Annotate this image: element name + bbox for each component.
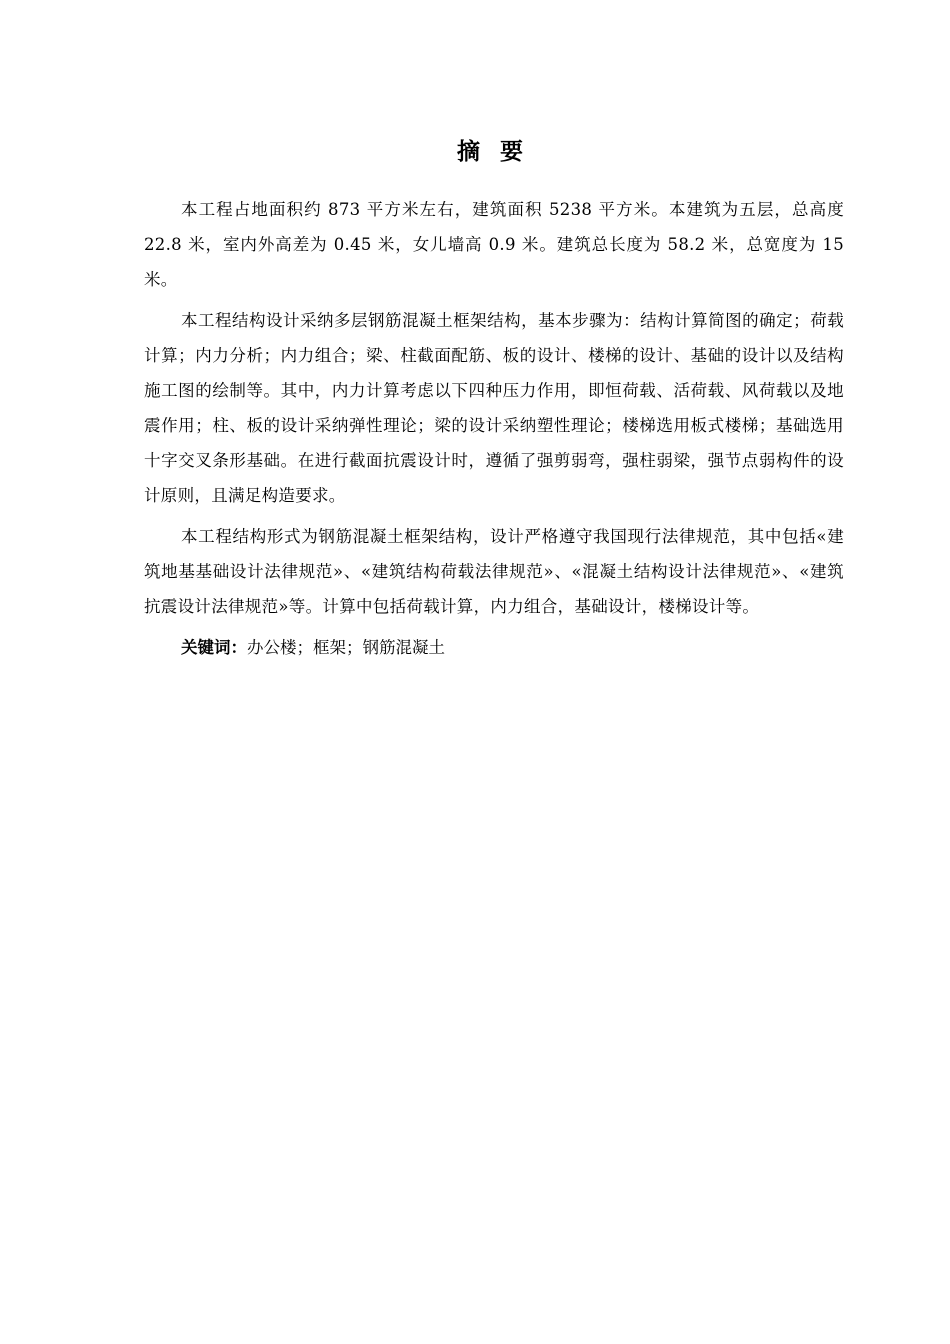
abstract-title: 摘 要 (456, 138, 529, 165)
abstract-paragraph-1: 本工程占地面积约 873 平方米左右，建筑面积 5238 平方米。本建筑为五层，总高度 22.8 米，室内外高差为 0.45 米，女儿墙高 0.9 米。建筑总长度为 58.2 米，总宽度为 15 米。 (144, 200, 844, 289)
keywords-value: 办公楼；框架；钢筋混凝土 (247, 638, 445, 657)
abstract-paragraph-2: 本工程结构设计采纳多层钢筋混凝土框架结构，基本步骤为：结构计算简图的确定；荷载计算；内力分析；内力组合；梁、柱截面配筋、板的设计、楼梯的设计、基础的设计以及结构施工图的绘制等。其中，内力计算考虑以下四种压力作用，即恒荷载、活荷载、风荷载以及地震作用；柱、板的设计采纳弹性理论；梁的设计采纳塑性理论；楼梯选用板式楼梯；基础选用十字交叉条形基础。在进行截面抗震设计时，遵循了强剪弱弯，强柱弱梁，强节点弱构件的设计原则，且满足构造要求。 (144, 311, 844, 505)
abstract-body (144, 192, 844, 665)
keywords-line (144, 630, 844, 665)
abstract-paragraph-3: 本工程结构形式为钢筋混凝土框架结构，设计严格遵守我国现行法律规范，其中包括«建筑地基基础设计法律规范»、«建筑结构荷载法律规范»、«混凝土结构设计法律规范»、«建筑抗震设计法律规范»等。计算中包括荷载计算，内力组合，基础设计，楼梯设计等。 (144, 527, 844, 616)
keywords-label: 关键词： (181, 638, 247, 657)
